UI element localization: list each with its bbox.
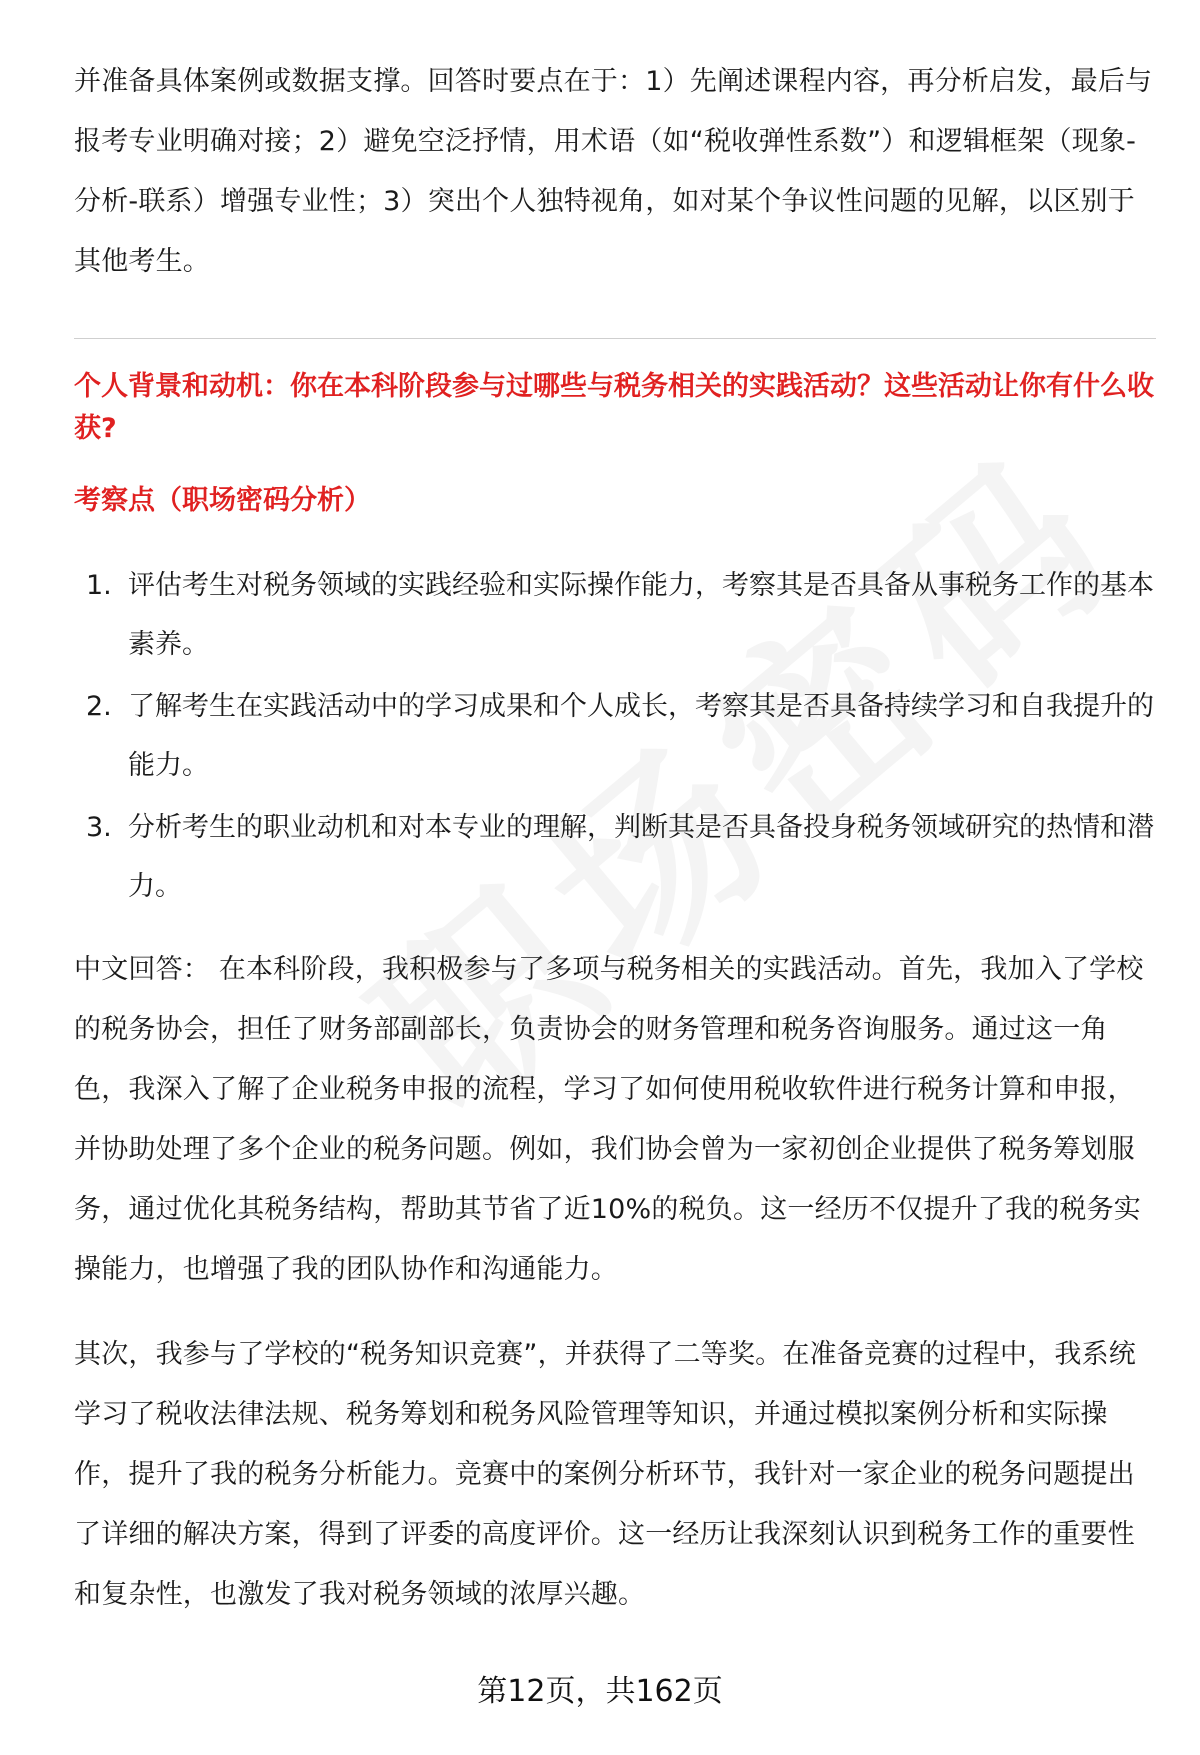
- list-item: [74, 677, 1156, 795]
- page-number-footer: 第12页，共162页: [477, 1674, 723, 1709]
- answer-paragraph-1: 中文回答： 在本科阶段，我积极参与了多项与税务相关的实践活动。首先，我加入了学校的税务协会，担任了财务部副部长，负责协会的财务管理和税务咨询服务。通过这一角色，我深入了解了企业税务申报的流程，学习了如何使用税收软件进行税务计算和申报，并协助处理了多个企业的税务问题。例如，我们协会曾为一家初创企业提供了税务筹划服务，通过优化其税务结构，帮助其节省了近10%的税负。这一经历不仅提升了我的税务实操能力，也增强了我的团队协作和沟通能力。: [74, 954, 1144, 1285]
- list-item-number: 2.: [86, 691, 112, 722]
- list-item: [74, 798, 1156, 916]
- question-heading: 个人背景和动机：你在本科阶段参与过哪些与税务相关的实践活动？这些活动让你有什么收获?: [74, 371, 1154, 444]
- list-item-text: 了解考生在实践活动中的学习成果和个人成长，考察其是否具备持续学习和自我提升的能力。: [128, 691, 1154, 781]
- list-item: [74, 556, 1156, 674]
- list-item-text: 评估考生对税务领域的实践经验和实际操作能力，考察其是否具备从事税务工作的基本素养。: [128, 570, 1154, 660]
- section-divider: [74, 338, 1156, 339]
- document-page: [74, 0, 1156, 1755]
- focus-points-title: 考察点（职场密码分析）: [74, 485, 371, 516]
- answer-paragraph-2: 其次，我参与了学校的“税务知识竞赛”，并获得了二等奖。在准备竞赛的过程中，我系统学习了税收法律法规、税务筹划和税务风险管理等知识，并通过模拟案例分析和实际操作，提升了我的税务分析能力。竞赛中的案例分析环节，我针对一家企业的税务问题提出了详细的解决方案，得到了评委的高度评价。这一经历让我深刻认识到税务工作的重要性和复杂性，也激发了我对税务领域的浓厚兴趣。: [74, 1339, 1136, 1610]
- list-item-number: 1.: [86, 570, 112, 601]
- focus-points-list: [74, 556, 1156, 919]
- list-item-number: 3.: [86, 812, 112, 843]
- list-item-text: 分析考生的职业动机和对本专业的理解，判断其是否具备投身税务领域研究的热情和潜力。: [128, 812, 1154, 902]
- intro-paragraph: 并准备具体案例或数据支撑。回答时要点在于：1）先阐述课程内容，再分析启发，最后与报考专业明确对接；2）避免空泛抒情，用术语（如“税收弹性系数”）和逻辑框架（现象-分析-联系）增强专业性；3）突出个人独特视角，如对某个争议性问题的见解，以区别于其他考生。: [74, 66, 1153, 277]
